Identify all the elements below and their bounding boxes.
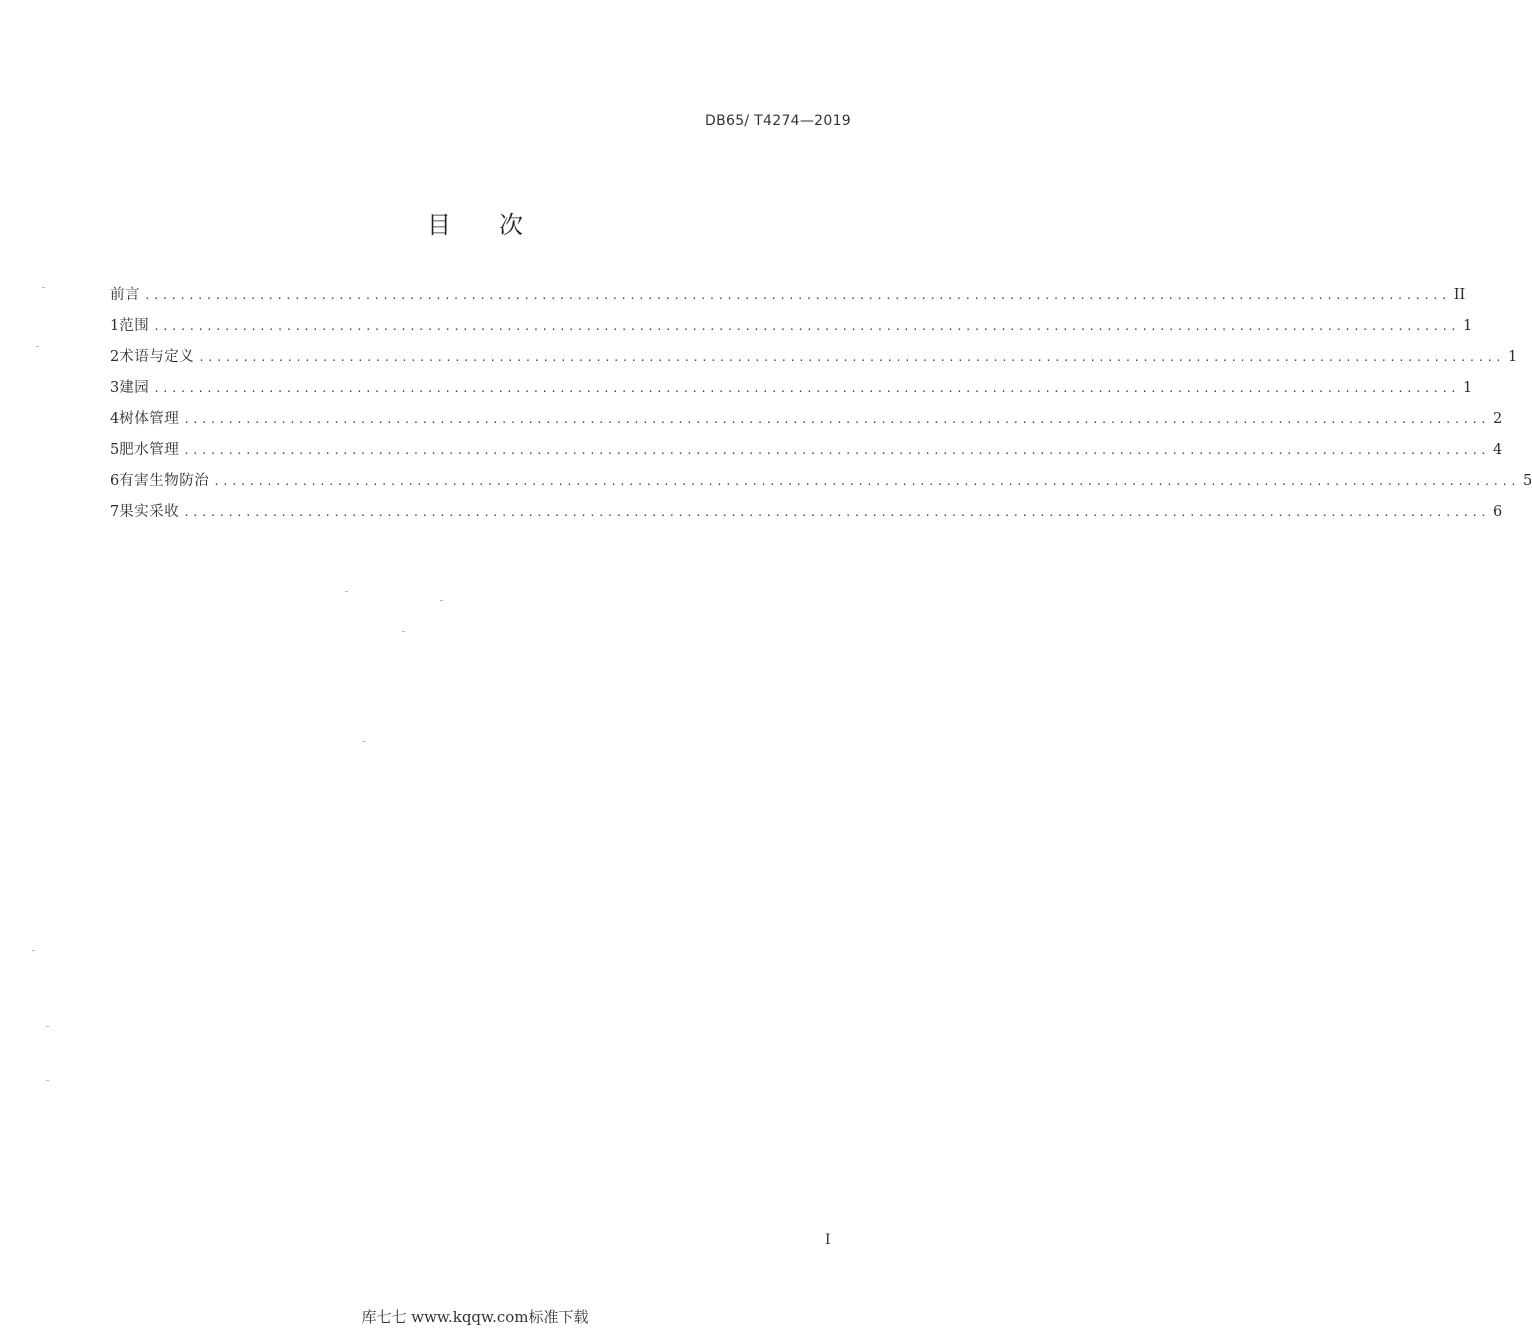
toc-leader-dots: .................................................................................................................................................... bbox=[144, 289, 1450, 302]
toc-entry-page: 1 bbox=[1507, 349, 1518, 365]
toc-entry-foreword[interactable] bbox=[110, 283, 1466, 314]
toc-entry-number: 3 bbox=[110, 380, 120, 396]
page-title bbox=[0, 205, 950, 240]
title-char-2: 次 bbox=[499, 211, 523, 239]
toc-entry-scope[interactable] bbox=[110, 314, 1473, 345]
toc-entry-page: 6 bbox=[1492, 504, 1503, 520]
toc-entry-number: 5 bbox=[110, 442, 120, 458]
toc-entry-number: 1 bbox=[110, 318, 120, 334]
toc-entry-terms[interactable] bbox=[110, 345, 1518, 376]
toc-leader-dots: .................................................................................................................................................... bbox=[183, 444, 1489, 457]
toc-leader-dots: .................................................................................................................................................... bbox=[198, 351, 1504, 364]
toc-entry-label: 术语与定义 bbox=[119, 349, 195, 365]
toc-entry-page: II bbox=[1453, 287, 1466, 303]
footer-watermark: 库七七 www.kqqw.com标准下载 bbox=[361, 1308, 589, 1326]
toc-entry-number: 4 bbox=[110, 411, 120, 427]
scan-speck bbox=[32, 950, 35, 951]
scan-speck bbox=[46, 1080, 49, 1081]
scan-speck bbox=[362, 741, 365, 742]
toc-entry-label: 肥水管理 bbox=[119, 442, 180, 458]
scan-speck bbox=[42, 287, 45, 288]
toc-entry-page: 5 bbox=[1522, 473, 1532, 489]
scan-speck bbox=[36, 346, 39, 347]
toc-entry-orchard[interactable] bbox=[110, 376, 1473, 407]
toc-leader-dots: .................................................................................................................................................... bbox=[213, 475, 1519, 488]
toc-list bbox=[110, 283, 1532, 531]
scan-speck bbox=[345, 591, 348, 592]
toc-leader-dots: .................................................................................................................................................... bbox=[153, 382, 1459, 395]
toc-entry-page: 2 bbox=[1492, 411, 1503, 427]
toc-entry-label: 有害生物防治 bbox=[119, 473, 210, 489]
toc-entry-pest-control[interactable] bbox=[110, 469, 1532, 500]
toc-entry-label: 建园 bbox=[119, 380, 150, 396]
toc-entry-label: 范围 bbox=[119, 318, 150, 334]
standard-code: DB65/ T4274—2019 bbox=[705, 113, 851, 129]
title-char-1: 目 bbox=[427, 211, 451, 239]
toc-entry-number: 7 bbox=[110, 504, 120, 520]
scan-speck bbox=[46, 1026, 49, 1027]
toc-entry-label: 果实采收 bbox=[119, 504, 180, 520]
page-number: I bbox=[825, 1232, 831, 1248]
toc-entry-label: 树体管理 bbox=[119, 411, 180, 427]
toc-entry-page: 4 bbox=[1492, 442, 1503, 458]
toc-entry-label: 前言 bbox=[110, 287, 140, 303]
scan-speck bbox=[402, 631, 405, 632]
toc-entry-number: 2 bbox=[110, 349, 120, 365]
scan-speck bbox=[440, 600, 443, 601]
toc-leader-dots: .................................................................................................................................................... bbox=[153, 320, 1459, 333]
toc-entry-page: 1 bbox=[1462, 318, 1473, 334]
toc-leader-dots: .................................................................................................................................................... bbox=[183, 506, 1489, 519]
toc-entry-fertilizer-water[interactable] bbox=[110, 438, 1503, 469]
toc-entry-number: 6 bbox=[110, 473, 120, 489]
toc-entry-harvest[interactable] bbox=[110, 500, 1503, 531]
toc-entry-page: 1 bbox=[1462, 380, 1473, 396]
toc-leader-dots: .................................................................................................................................................... bbox=[183, 413, 1489, 426]
toc-entry-tree-management[interactable] bbox=[110, 407, 1503, 438]
